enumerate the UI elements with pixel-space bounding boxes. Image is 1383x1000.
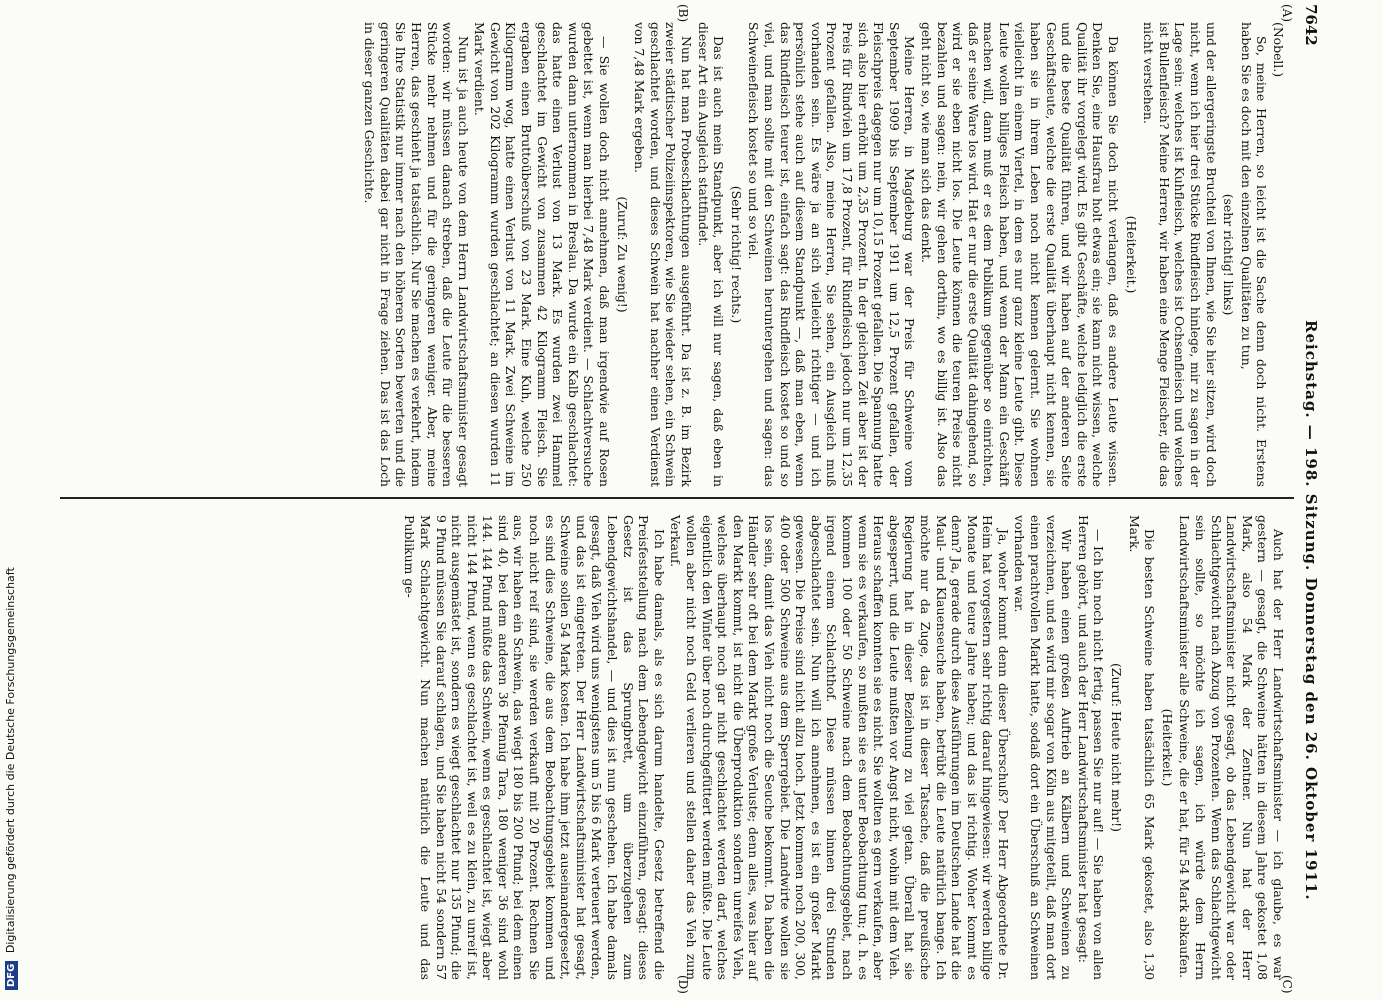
dfg-logo: DFG: [5, 961, 18, 990]
paragraph: Ja, woher kommt denn dieser Überschuß? Der Herr Abgeordnete Dr. Heim hat vorgestern sehr richtig darauf hingewiesen: wir werden billige Monate und teure Jahre haben; und das ist richtig. Woher kommt es denn? Ja, gerade durch diese Ausführungen im Deutschen Lande hat die Maul- und Klauenseuche haben, betrübt die Leute natürlich bange. Ich möchte nur da Zuge, das ist in dieser Tatsache, daß die preußische Regierung hat in dieser Beziehung zu viel getan. Überall hat sie abgesperrt, und die Leute mußten vor Angst nicht, wohin mit dem Vieh. Heraus schaffen konnten sie es nicht. Sie wollten es gern verkaufen, aber wenn sie es verkaufen, so mußten sie es unter Beobachtung tun; d. h. es kommen 100 oder 50 Schweine nach dem Beobachtungsgebiet, nach irgend einem Schlachthof. Diese müssen binnen drei Stunden abgeschlachtet sein. Nun will ich annehmen, es ist ein großer Markt gewesen. Die Preise sind nicht allzu hoch. Jetzt kommen noch 200, 300, 400 oder 500 Schweine aus dem Sperrgebiet. Die Landwirte wollen sie los sein, damit das Vieh nicht noch die Seuche bekommt. Da haben die Händler sehr oft bei dem Markt große Verluste; denn alles, was hier auf den Markt kommt, ist nicht die Überproduktion sondern unreifes Vieh, welches überhaupt noch gar nicht geschlachtet werden darf, welches eigentlich den Winter über noch durchgefüttert werden müßte. Die Leute wollen aber nicht noch Geld verlieren und stellen daher das Vieh zum Verkauf.: [668, 515, 1011, 980]
left-column: [361, 22, 1286, 487]
paragraph: (Heiterkeit.): [1123, 215, 1139, 294]
page-number: 7642: [1302, 4, 1320, 46]
paragraph: — Ich bin noch nicht fertig, passen Sie nur auf! — Sie haben von allen Herren gehört, und auch der Herr Landwirtschaftsminister hat gesagt:: [1075, 515, 1107, 980]
margin-marker-b: (B): [676, 4, 690, 23]
paragraph: (sehr richtig! links): [1221, 193, 1237, 316]
paragraph: Nun hat man Probeschlachtungen ausgeführt. Da ist z. B. im Bezirk zweier städtischer Polizeiinspektoren, wie Sie wieder sehen, ein Schwein geschlachtet worden, und dieses Schwein hat nachher einen Verdienst von 7,48 Mark ergeben.: [632, 22, 695, 487]
column-divider: [60, 497, 1294, 499]
paragraph: (Heiterkeit.): [1159, 708, 1175, 787]
paragraph: Das ist auch mein Standpunkt, aber ich will nur sagen, daß eben in dieser Art ein Ausgleich stattfindet.: [695, 22, 727, 487]
margin-marker-c: (C): [1280, 975, 1294, 994]
paragraph: Meine Herren, in Magdeburg war der Preis für Schweine vom September 1909 bis September 1911 um 12,5 Prozent gefallen, der Fleischpreis dagegen nur um 10,15 Prozent gefallen. Die Spannung hatte sich also hier erhöht um 2,35 Prozent. In der gleichen Zeit aber ist der Preis für Rindvieh um 17,8 Prozent, für Rindfleisch jedoch nur um 12,35 Prozent gefallen. Also, meine Herren, Sie sehen, ein Ausgleich muß vorhanden sein. Es wäre ja an sich vielleicht richtiger — und ich persönlich stehe auch auf diesem Standpunkt —, daß man eben, wenn das Rindfleisch teurer ist, einfach sagt: das Rindfleisch kostet so und so viel, und man sollte mit den Schweinen heruntergehen und sagen: das Schweinefleisch kostet so und so viel.: [746, 22, 918, 487]
paragraph: Nun ist ja auch heute von dem Herrn Landwirtschaftsminister gesagt worden: wir müssen danach streben, daß die Leute für die besseren Stücke mehr nehmen und für die geringeren weniger. Aber, meine Herren, das geschieht ja tatsächlich. Nur Sie machen es verkehrt, indem Sie Ihre Statistik nur immer nach den höheren Sorten bewerten und die geringeren Qualitäten dabei gar nicht in Frage ziehen. Das ist das Loch in dieser ganzen Geschichte.: [362, 22, 471, 487]
paragraph: (Nobell.): [1271, 22, 1286, 78]
paragraph: Wir haben einen großen Auftrieb an Kälbern und Schweinen zu verzeichnen, und es wird mir sogar von Köln aus mitgeteilt, daß man dort einen prachtvollen Markt hatte, sodaß dort ein Überschuß an Schweinen vorhanden war.: [1012, 515, 1075, 980]
paragraph: So, meine Herren, so leicht ist die Sache denn doch nicht. Erstens haben Sie es doch mit den einzelnen Qualitäten zu tun,: [1238, 22, 1270, 487]
paragraph: Die besten Schweine haben tatsächlich 65 Mark gekostet, also 1,30 Mark.: [1126, 515, 1158, 980]
paragraph: (Zuruf: Zu wenig!): [614, 196, 630, 313]
paragraph: — Sie wollen doch nicht annehmen, daß man irgendwie auf Rosen gebettet ist, wenn man hierbei 7,48 Mark verdient. — Schlachtversuche wurden dann unternommen in Breslau. Da wurde ein Kalb geschlachtet: das hatte einen Verlust von 13 Mark. Es wurden zwei Hammel geschlachtet im Gewicht von zusammen 42 Kilogramm Fleisch. Sie ergaben einen Bruttoüberschuß von 23 Mark. Eine Kuh, welche 250 Kilogramm wog, hatte einen Verlust von 11 Mark. Zwei Schweine im Gewicht von 202 Kilogramm wurden geschlachtet; an diesen wurden 11 Mark verdient.: [472, 22, 613, 487]
margin-marker-d: (D): [676, 975, 690, 994]
margin-marker-a: (A): [1280, 4, 1294, 23]
paragraph: und der allergeringste Bruchteil von Ihnen, wie Sie hier sitzen, wird doch nicht, wenn ich hier drei Stücke Rindfleisch hinlege, mir zu sagen in der Lage sein: welches ist Kuhfleisch, welches ist Ochsenfleisch und welches ist Bullenfleisch? Meine Herren, wir haben eine Menge Fleischer, die das nicht verstehen.: [1141, 22, 1219, 487]
page-header: [1290, 0, 1330, 1000]
footer: [2, 0, 24, 1000]
right-column: [401, 515, 1286, 980]
page-title: Reichstag. — 198. Sitzung. Donnerstag den 26. Oktober 1911.: [1302, 320, 1320, 901]
paragraph: Auch hat der Herr Landwirtschaftsminister — ich glaube, es war gestern — gesagt, die Schweine hätten in diesem Jahre gekostet 1,08 Mark, also 54 Mark der Zentner. Nun hat der Herr Landwirtschaftsminister nicht gesagt, ob das Lebendgewicht war oder Schlachtgewicht nach Abzug von Prozenten. Wenn das Schlachtgewicht sein sollte, so möchte ich sagen, ich würde dem Herrn Landwirtschaftsminister alle Schweine, die er hat, für 54 Mark abkaufen.: [1177, 515, 1286, 980]
paragraph: (Sehr richtig! rechts.): [728, 185, 744, 324]
funding-note: Digitalisierung gefördert durch die Deutsche Forschungsgemeinschaft: [4, 567, 17, 954]
paragraph: Ich habe damals, als es sich darum handelte, Gesetz betreffend die Preisfeststellung nach dem Lebendgewicht einzuführen, gesagt: dieses Gesetz ist das Sprungbrett, um überzugehen zum Lebendgewichtshandel, — und dies ist nun geschehen. Ich habe damals gesagt, daß Vieh wird uns wenigstens um 5 bis 6 Mark verteuert werden, und das ist eingetreten. Der Herr Landwirtschaftsminister hat gesagt, Schweine sollen 54 Mark kosten. Ich habe ihm jetzt auseinandergesetzt, es sind dies Schweine, die aus dem Beobachtungsgebiet kommen und noch nicht reif sind, sie werden verkauft mit 20 Prozent. Rechnen Sie aus, wir haben ein Schwein, das wiegt 180 bis 200 Pfund; bei dem einen sind 40, bei dem anderen 36 Pfennig Tara, 180 weniger 36 sind wohl 144. 144 Pfund müßte das Schwein, wenn es geschlachtet ist, wiegt aber nicht 144 Pfund, wenn es geschlachtet ist, weil es zu klein, zu unreif ist, nicht ausgemästet ist, sondern es wiegt geschlachtet nur 135 Pfund; die 9 Pfund müssen Sie darauf schlagen, und Sie haben nicht 54 sondern 57 Mark Schlachtgewicht. Nun machen natürlich die Leute und das Publikum ge-: [402, 515, 667, 980]
paragraph: Da können Sie doch nicht verlangen, daß es andere Leute wissen. Denken Sie, eine Hausfrau holt etwas ein; sie kann nicht wissen, welche Qualität ihr vorgelegt wird. Es gibt Geschäfte, welche lediglich die erste und die beste Qualität führen, und wir haben auf der anderen Seite Geschäftsleute, welche die erste Qualität überhaupt nicht kennen, sie haben sie in ihrem Leben noch nicht kennen gelernt. Sie wohnen vielleicht in einem Viertel, in dem es nur ganz kleine Leute gibt. Diese Leute wollen billiges Fleisch haben, und wenn der Mann ein Geschäft machen will, dann muß er es dem Publikum gegenüber so einrichten, daß er seine Ware los wird. Hat er nur die erste Qualität dahingehend, so wird er sie eben nicht los. Die Leute können die teuren Preise nicht bezahlen und sagen: nein, wir gehen dorthin, wo es billig ist. Also das geht nicht so, wie man sich das denkt.: [918, 22, 1122, 487]
document-page: [60, 0, 1330, 1000]
paragraph: (Zuruf: Heute nicht mehr!): [1109, 663, 1125, 832]
